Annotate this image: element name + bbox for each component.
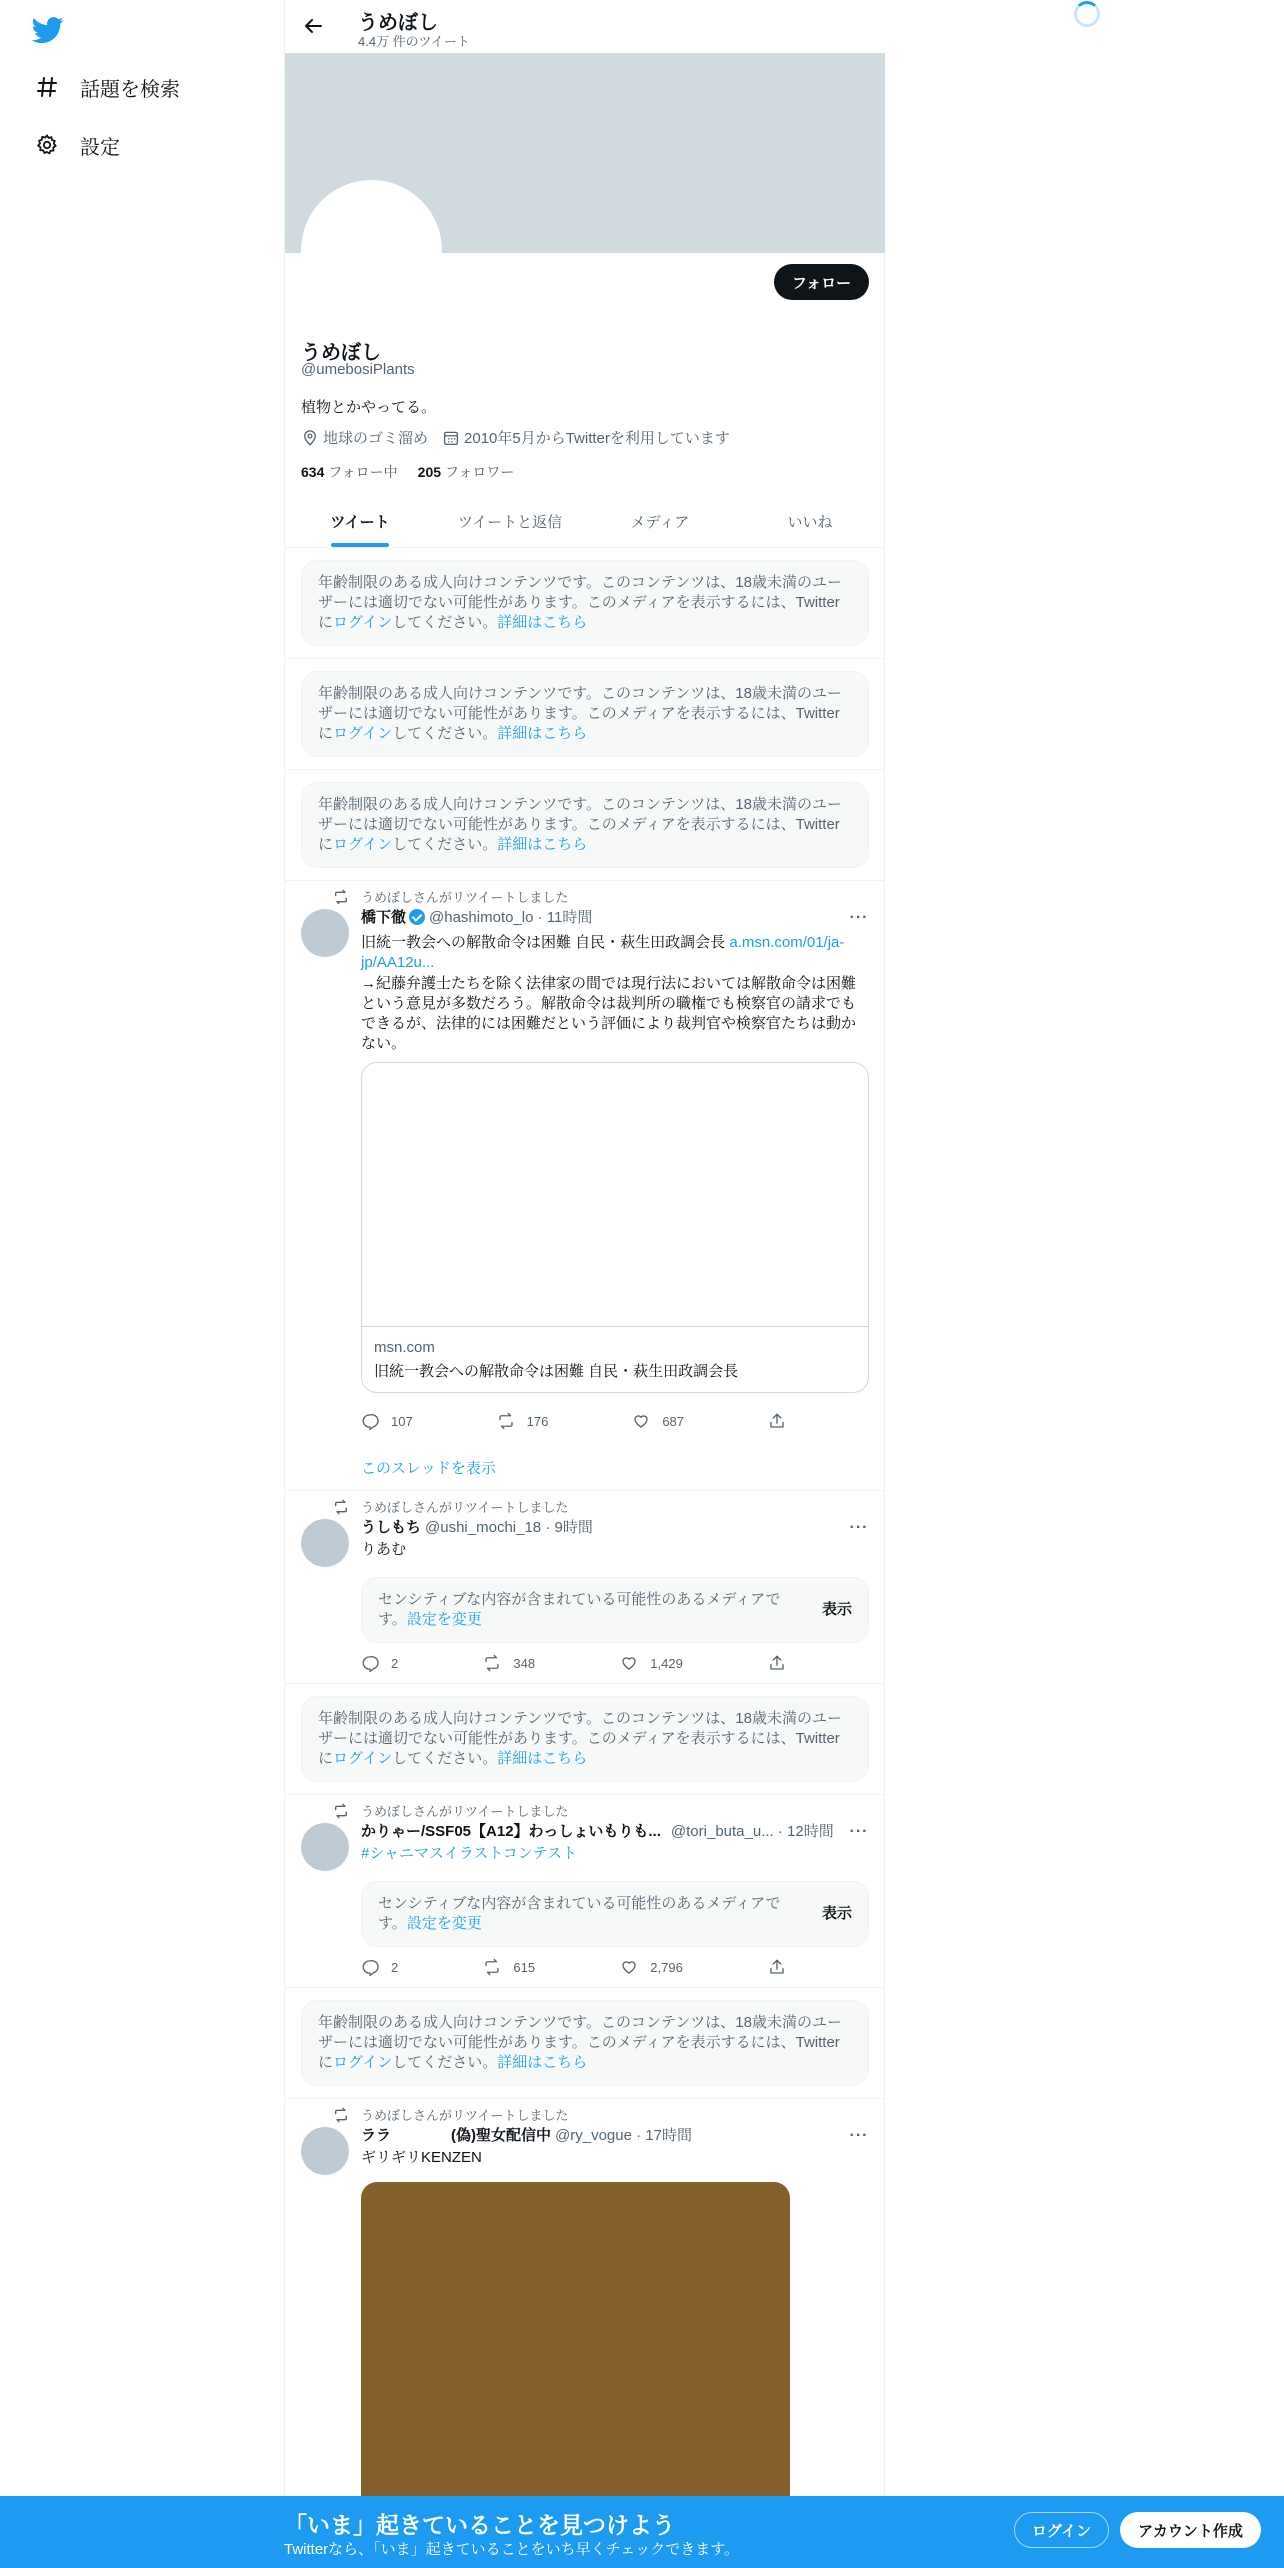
more-options-icon[interactable]: ···	[849, 909, 869, 926]
tab-likes[interactable]: いいね	[787, 513, 833, 531]
tweet-text: りあむ	[361, 1541, 407, 1558]
tweet-link-part: a.msn.com/01/ja-	[729, 934, 845, 951]
retweet-icon	[483, 1958, 501, 1976]
hashtag-link[interactable]: #シャニマスイラストコンテスト	[361, 1845, 578, 1862]
retweet-context	[333, 2105, 568, 2124]
retweet-count: 348	[513, 1655, 536, 1671]
reply-icon	[361, 1412, 379, 1430]
tweet-text	[361, 1844, 577, 1864]
tab-tweets[interactable]: ツイート	[285, 495, 435, 547]
notice-text	[318, 2053, 852, 2073]
main-column	[284, 0, 885, 2568]
notice-text: に	[318, 1750, 334, 1767]
sensitive-text: センシティブな内容が含まれている可能性のあるメディアで	[378, 1895, 781, 1912]
tweet-text-body: →紀藤弁護士たちを除く法律家の間では現行法においては解散命令は困難という意見が多数だろう。解散命令は裁判所の職権でも検察官の請求でもできるが、法律的には困難だという評価により裁判官や検察官たちは動かない。	[361, 975, 857, 1052]
retweet-icon	[333, 889, 349, 905]
tweet-header	[361, 906, 592, 927]
change-settings-link[interactable]: 設定を変更	[406, 1611, 482, 1628]
more-options-icon[interactable]: ···	[849, 2127, 869, 2144]
notice-text: ザーには適切でない可能性があります。このメディアを表示するには、Twitter	[318, 705, 840, 722]
avatar[interactable]	[301, 1519, 349, 1567]
notice-text: に	[318, 614, 334, 631]
retweet-button[interactable]	[483, 1654, 535, 1672]
login-button[interactable]: ログイン	[1014, 2512, 1109, 2548]
details-link[interactable]: 詳細はこちら	[497, 836, 588, 853]
link-card[interactable]	[361, 1062, 869, 1393]
profile-meta	[301, 427, 744, 448]
show-media-button[interactable]: 表示	[821, 1905, 852, 1922]
age-restricted-item	[285, 1684, 885, 1795]
sensitive-warning-text	[378, 1894, 788, 1934]
retweet-count: 176	[526, 1413, 549, 1429]
reply-icon	[361, 1654, 379, 1672]
following-count: 634	[301, 464, 325, 480]
sensitive-warning-text	[378, 1590, 788, 1630]
tweet-text: ギリギリKENZEN	[361, 2149, 482, 2166]
notice-text: してください。	[392, 836, 498, 853]
notice-text: 年齢制限のある成人向けコンテンツです。このコンテンツは、18歳未満のユー	[318, 796, 842, 813]
notice-text	[318, 724, 852, 744]
more-options-icon[interactable]: ···	[849, 1823, 869, 1840]
share-button[interactable]	[768, 1654, 786, 1672]
following-label: フォロー中	[328, 464, 398, 480]
like-count: 2,796	[650, 1959, 683, 1975]
details-link[interactable]: 詳細はこちら	[497, 725, 588, 742]
notice-text: してください。	[392, 614, 498, 631]
tweet-header	[361, 1820, 834, 1841]
tab-tweets-and-replies[interactable]: ツイートと返信	[457, 513, 563, 531]
notice-text: ザーには適切でない可能性があります。このメディアを表示するには、Twitter	[318, 816, 840, 833]
retweet-icon	[497, 1412, 515, 1430]
tweet-text	[361, 933, 869, 973]
show-thread-link[interactable]: このスレッドを表示	[361, 1460, 496, 1477]
notice-text: に	[318, 2054, 334, 2071]
age-restricted-notice	[301, 782, 869, 868]
notice-text	[318, 1749, 852, 1769]
share-icon	[768, 1654, 786, 1672]
avatar[interactable]	[301, 1823, 349, 1871]
heart-icon	[632, 1412, 650, 1430]
reply-count: 2	[391, 1655, 399, 1671]
retweet-context	[333, 1497, 568, 1516]
retweet-context	[333, 887, 568, 906]
signup-prompt-subtitle: Twitterなら、「いま」起きていることをいち早くチェックできます。	[284, 2541, 740, 2558]
tweet-media-image[interactable]	[361, 2182, 790, 2512]
hashtag-icon	[34, 74, 60, 100]
signup-prompt-bar	[0, 2496, 1284, 2568]
following-link[interactable]	[301, 462, 398, 482]
avatar[interactable]	[301, 909, 349, 957]
age-restricted-item	[285, 770, 885, 881]
tweet-author-handle[interactable]: @tori_buta_u... · 12時間	[670, 1823, 834, 1840]
login-link[interactable]: ログイン	[333, 1750, 393, 1767]
calendar-icon	[442, 429, 460, 447]
retweet-icon	[483, 1654, 501, 1672]
retweet-icon	[333, 2107, 349, 2123]
retweet-count: 615	[513, 1959, 536, 1975]
verified-badge-icon	[409, 909, 425, 925]
share-button[interactable]	[768, 1412, 786, 1430]
show-media-button[interactable]: 表示	[821, 1601, 852, 1618]
share-icon	[768, 1958, 786, 1976]
signup-button[interactable]: アカウント作成	[1120, 2512, 1261, 2548]
signup-prompt-title: 「いま」起きていることを見つけよう	[284, 2512, 675, 2538]
profile-location-text: 地球のゴミ溜め	[323, 430, 429, 447]
nav-settings-label: 設定	[80, 136, 120, 159]
avatar[interactable]	[301, 2127, 349, 2175]
followers-link[interactable]	[418, 462, 515, 482]
sensitive-text: す。	[378, 1915, 407, 1932]
age-restricted-notice	[301, 2000, 869, 2086]
link-card-image	[362, 1063, 868, 1327]
age-restricted-notice	[301, 671, 869, 757]
reply-icon	[361, 1958, 379, 1976]
heart-icon	[620, 1654, 638, 1672]
profile-bio: 植物とかやってる。	[301, 399, 437, 416]
reply-count: 107	[391, 1413, 413, 1429]
details-link[interactable]: 詳細はこちら	[497, 614, 588, 631]
nav-settings[interactable]	[34, 125, 120, 165]
tweet-text-part: 旧統一教会への解散命令は困難 自民・萩生田政調会長	[361, 934, 730, 951]
sensitive-text: センシティブな内容が含まれている可能性のあるメディアで	[378, 1591, 781, 1608]
tweet-actions	[361, 1653, 786, 1673]
profile-location	[301, 427, 428, 448]
notice-text: 年齢制限のある成人向けコンテンツです。このコンテンツは、18歳未満のユー	[318, 685, 842, 702]
sensitive-media-warning	[361, 1881, 869, 1947]
tweet-author-name[interactable]: うしもち	[361, 1519, 422, 1536]
login-link[interactable]: ログイン	[333, 2054, 393, 2071]
location-pin-icon	[301, 429, 319, 447]
retweet-context	[333, 1801, 568, 1820]
like-button[interactable]	[620, 1958, 683, 1976]
notice-text	[318, 613, 852, 633]
tweet-actions	[361, 1957, 786, 1977]
notice-text: してください。	[392, 2054, 498, 2071]
tweet-header	[361, 1516, 593, 1537]
share-icon	[768, 1412, 786, 1430]
twitter-logo-icon[interactable]	[32, 14, 64, 46]
link-card-domain: msn.com	[374, 1339, 435, 1356]
nav-explore[interactable]	[34, 67, 180, 107]
more-options-icon[interactable]: ···	[849, 1519, 869, 1536]
notice-text: ザーには適切でない可能性があります。このメディアを表示するには、Twitter	[318, 2034, 840, 2051]
tweet-author-handle[interactable]: @ushi_mochi_18 · 9時間	[425, 1519, 593, 1536]
tweet-item[interactable]	[285, 1795, 885, 1988]
notice-text: ザーには適切でない可能性があります。このメディアを表示するには、Twitter	[318, 594, 840, 611]
retweet-icon	[333, 1499, 349, 1515]
profile-avatar[interactable]	[301, 180, 442, 321]
retweet-button[interactable]	[497, 1412, 549, 1430]
notice-text: に	[318, 836, 334, 853]
age-restricted-notice	[301, 560, 869, 646]
notice-text: してください。	[392, 725, 498, 742]
retweet-context-label: うめぼしさんがリツイートしました	[361, 1500, 569, 1515]
notice-text	[318, 835, 852, 855]
profile-stats	[301, 462, 534, 482]
details-link[interactable]: 詳細はこちら	[497, 2054, 588, 2071]
link-card-title: 旧統一教会への解散命令は困難 自民・萩生田政調会長	[374, 1363, 739, 1380]
like-count: 687	[662, 1413, 685, 1429]
age-restricted-item	[285, 548, 885, 659]
gear-icon	[34, 132, 60, 158]
reply-button[interactable]	[361, 1654, 398, 1672]
heart-icon	[620, 1958, 638, 1976]
change-settings-link[interactable]: 設定を変更	[406, 1915, 482, 1932]
tab-media[interactable]: メディア	[630, 513, 690, 531]
tweet-actions	[361, 1411, 786, 1431]
followers-label: フォロワー	[445, 464, 515, 480]
follow-button[interactable]: フォロー	[774, 264, 869, 300]
tweet-author-name[interactable]: 橋下徹	[361, 909, 407, 926]
tweet-link-part: jp/AA12u...	[361, 954, 435, 971]
like-button[interactable]	[632, 1412, 684, 1430]
tweet-item[interactable]	[285, 1491, 885, 1684]
tweet-author-name[interactable]: かりゃー/SSF05【A12】わっしょいもりも...	[361, 1823, 661, 1840]
profile-tabs	[285, 495, 885, 548]
like-count: 1,429	[650, 1655, 683, 1671]
age-restricted-notice	[301, 1696, 869, 1782]
back-arrow-icon[interactable]	[301, 14, 325, 38]
reply-button[interactable]	[361, 1412, 413, 1430]
reply-count: 2	[391, 1959, 399, 1975]
retweet-button[interactable]	[483, 1958, 535, 1976]
login-link[interactable]: ログイン	[333, 725, 393, 742]
login-link[interactable]: ログイン	[333, 836, 393, 853]
sensitive-media-warning	[361, 1577, 869, 1643]
tweet-author-handle[interactable]: @ry_vogue · 17時間	[555, 2127, 692, 2144]
notice-text: 年齢制限のある成人向けコンテンツです。このコンテンツは、18歳未満のユー	[318, 2014, 842, 2031]
retweet-icon	[333, 1803, 349, 1819]
reply-button[interactable]	[361, 1958, 398, 1976]
loading-spinner-icon	[1074, 1, 1100, 27]
tweet-author-handle[interactable]: @hashimoto_lo · 11時間	[429, 909, 593, 926]
share-button[interactable]	[768, 1958, 786, 1976]
profile-handle: @umebosiPlants	[301, 361, 415, 378]
profile-header	[285, 0, 885, 53]
details-link[interactable]: 詳細はこちら	[497, 1750, 588, 1767]
notice-text: ザーには適切でない可能性があります。このメディアを表示するには、Twitter	[318, 1730, 840, 1747]
profile-joined	[442, 427, 730, 448]
notice-text: に	[318, 725, 334, 742]
header-title: うめぼし	[358, 12, 438, 34]
retweet-context-label: うめぼしさんがリツイートしました	[361, 890, 569, 905]
profile-joined-text: 2010年5月からTwitterを利用しています	[464, 430, 730, 447]
nav-explore-label: 話題を検索	[80, 78, 180, 101]
age-restricted-item	[285, 659, 885, 770]
tweet-item[interactable]	[285, 881, 885, 1491]
login-link[interactable]: ログイン	[333, 614, 393, 631]
notice-text: 年齢制限のある成人向けコンテンツです。このコンテンツは、18歳未満のユー	[318, 574, 842, 591]
header-tweet-count: 4.4万 件のツイート	[358, 34, 470, 49]
sensitive-text: す。	[378, 1611, 407, 1628]
retweet-context-label: うめぼしさんがリツイートしました	[361, 2108, 569, 2123]
notice-text: 年齢制限のある成人向けコンテンツです。このコンテンツは、18歳未満のユー	[318, 1710, 842, 1727]
tweet-header	[361, 2124, 692, 2145]
tweet-author-name[interactable]: ララ (偽)聖女配信中	[361, 2127, 551, 2144]
followers-count: 205	[417, 464, 442, 480]
retweet-context-label: うめぼしさんがリツイートしました	[361, 1804, 569, 1819]
like-button[interactable]	[620, 1654, 683, 1672]
profile-name: うめぼし	[301, 342, 381, 364]
notice-text: してください。	[392, 1750, 498, 1767]
age-restricted-item	[285, 1988, 885, 2099]
